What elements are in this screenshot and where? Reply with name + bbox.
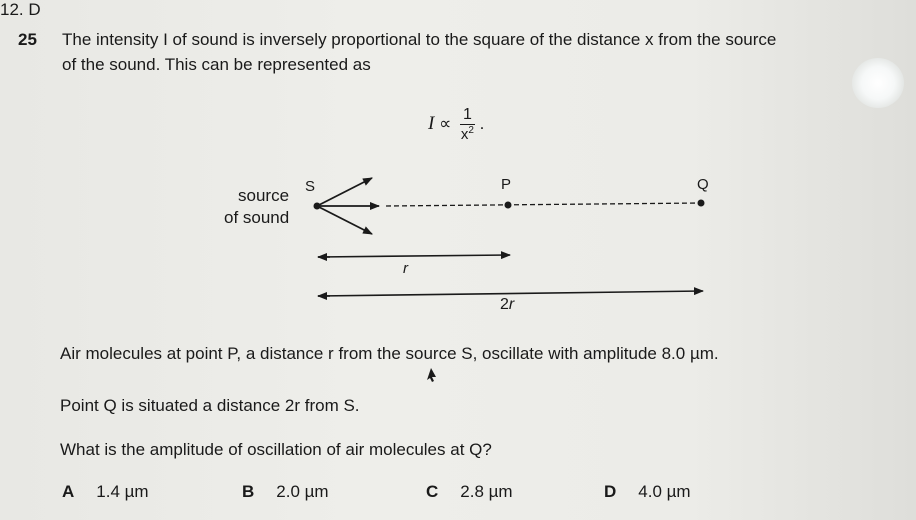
statement-point-p: Air molecules at point P, a distance r from the source S, oscillate with amplitude 8.0 µm.	[60, 344, 719, 363]
option-b-letter: B	[242, 482, 255, 501]
formula-denominator-exp: 2	[468, 125, 474, 136]
formula-numerator: 1	[460, 106, 475, 125]
point-p-label: P	[501, 176, 512, 193]
option-c-value: 2.8 µm	[460, 482, 513, 501]
formula-relation: ∝	[439, 113, 452, 133]
distance-r-label: r	[403, 260, 408, 277]
distance-r-arrow	[318, 255, 510, 257]
distance-2r-label	[500, 296, 514, 314]
option-b[interactable]	[242, 482, 329, 502]
question-number: 25	[18, 30, 37, 49]
formula-lhs: I	[428, 112, 435, 134]
source-label-line-2: of sound	[224, 208, 290, 227]
option-a-letter: A	[62, 482, 75, 501]
ray-up-arrow	[317, 178, 372, 206]
statement-point-q: Point Q is situated a distance 2r from S.	[60, 396, 360, 415]
distance-2r-number: 2	[500, 296, 509, 313]
point-s-label: S	[305, 178, 316, 195]
option-d[interactable]	[604, 482, 691, 502]
question-text-line-1: The intensity I of sound is inversely proportional to the square of the distance x from the source	[62, 30, 777, 49]
option-c[interactable]	[426, 482, 513, 502]
point-q-label: Q	[697, 176, 709, 193]
formula-denominator-base: x	[460, 126, 469, 143]
ray-down-arrow	[317, 206, 372, 234]
formula-trailing: .	[479, 113, 485, 133]
option-d-value: 4.0 µm	[638, 482, 691, 501]
point-q-dot	[698, 200, 705, 207]
previous-answer: 12. D	[0, 0, 41, 19]
mouse-cursor-icon	[427, 368, 436, 382]
source-label-line-1: source	[238, 186, 290, 205]
option-a[interactable]	[62, 482, 149, 502]
option-d-letter: D	[604, 482, 617, 501]
option-b-value: 2.0 µm	[276, 482, 329, 501]
point-s-dot	[314, 203, 321, 210]
distance-2r-variable: r	[508, 296, 515, 313]
option-a-value: 1.4 µm	[96, 482, 149, 501]
option-c-letter: C	[426, 482, 439, 501]
point-p-dot	[505, 202, 512, 209]
dashed-line	[386, 203, 702, 206]
question-text-line-2: of the sound. This can be represented as	[62, 55, 371, 74]
question-prompt: What is the amplitude of oscillation of air molecules at Q?	[60, 440, 492, 459]
